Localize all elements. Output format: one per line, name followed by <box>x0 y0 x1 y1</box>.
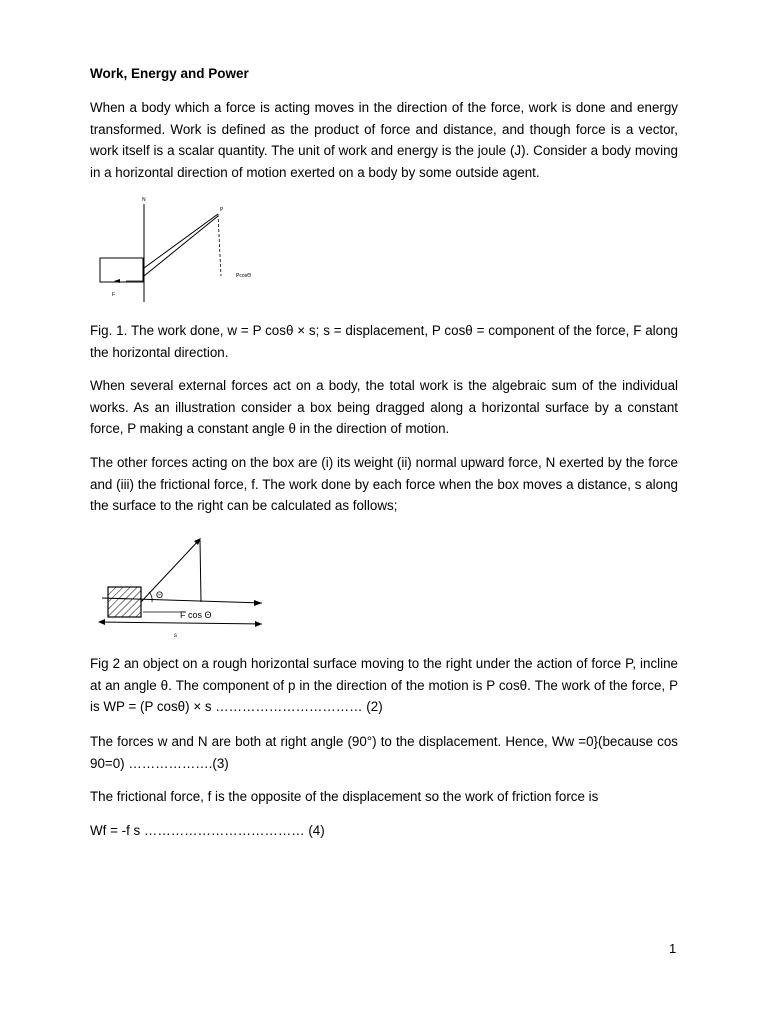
vertical-component-line <box>200 540 201 602</box>
paragraph-frictional-force: The frictional force, f is the opposite of the displacement so the work of friction force is <box>90 789 599 804</box>
label-f: F <box>112 292 116 298</box>
label-p: P <box>220 207 224 213</box>
equation-wf: Wf = -f s ……………………………… (4) <box>90 823 325 838</box>
displacement-arrowhead <box>254 600 262 606</box>
paragraph-fig2-caption: Fig 2 an object on a rough horizontal surface moving to the right under the action of force P, incline at an angle θ. The component of p in the direction of the motion is P cosθ. The work of the force, P is WP = (P cosθ) × s …………………………… (2) <box>90 656 678 715</box>
paragraph-several-forces: When several external forces act on a body, the total work is the algebraic sum of the individual works. As an illustration consider a box being dragged along a horizontal surface by a constant force, P making a constant angle θ in the direction of motion. <box>90 378 678 437</box>
force-p-line-2 <box>144 216 218 276</box>
force-p-line <box>144 214 218 268</box>
label-theta: Θ <box>156 590 164 600</box>
paragraph-forces-right-angle: The forces w and N are both at right angle (90°) to the displacement. Hence, Ww =0}(because cos 90=0) ……………….(3) <box>90 734 678 771</box>
distance-left-arrowhead <box>98 619 105 625</box>
distance-s-line <box>100 622 262 624</box>
pcos-dashed-line <box>218 214 221 276</box>
figure-1-diagram <box>90 192 270 307</box>
paragraph-fig1-caption: Fig. 1. The work done, w = P cosθ × s; s = displacement, P cosθ = component of the force, F along the horizontal direction. <box>90 323 678 360</box>
page-number: 1 <box>669 941 677 956</box>
figure-2-diagram <box>90 528 280 646</box>
label-fcos: F cos Θ <box>180 610 212 620</box>
body-box <box>100 258 143 282</box>
label-s: s <box>174 633 177 639</box>
label-n: N <box>142 197 146 203</box>
distance-right-arrowhead <box>255 621 262 627</box>
label-pcos: PcosΘ <box>236 273 252 279</box>
box <box>108 587 141 617</box>
paragraph-intro: When a body which a force is acting moves in the direction of the force, work is done and energy transformed. Work is defined as the product of force and distance, and though force is a vector, work itself is a scalar quantity. The unit of work and energy is the joule (J). Consider a body moving in a horizontal direction of motion exerted on a body by some outside agent. <box>90 100 678 180</box>
document-title: Work, Energy and Power <box>90 66 249 81</box>
paragraph-other-forces: The other forces acting on the box are (i) its weight (ii) normal upward force, N exerted by the force and (iii) the frictional force, f. The work done by each force when the box moves a distance, s along the surface to the right can be calculated as follows; <box>90 455 678 514</box>
